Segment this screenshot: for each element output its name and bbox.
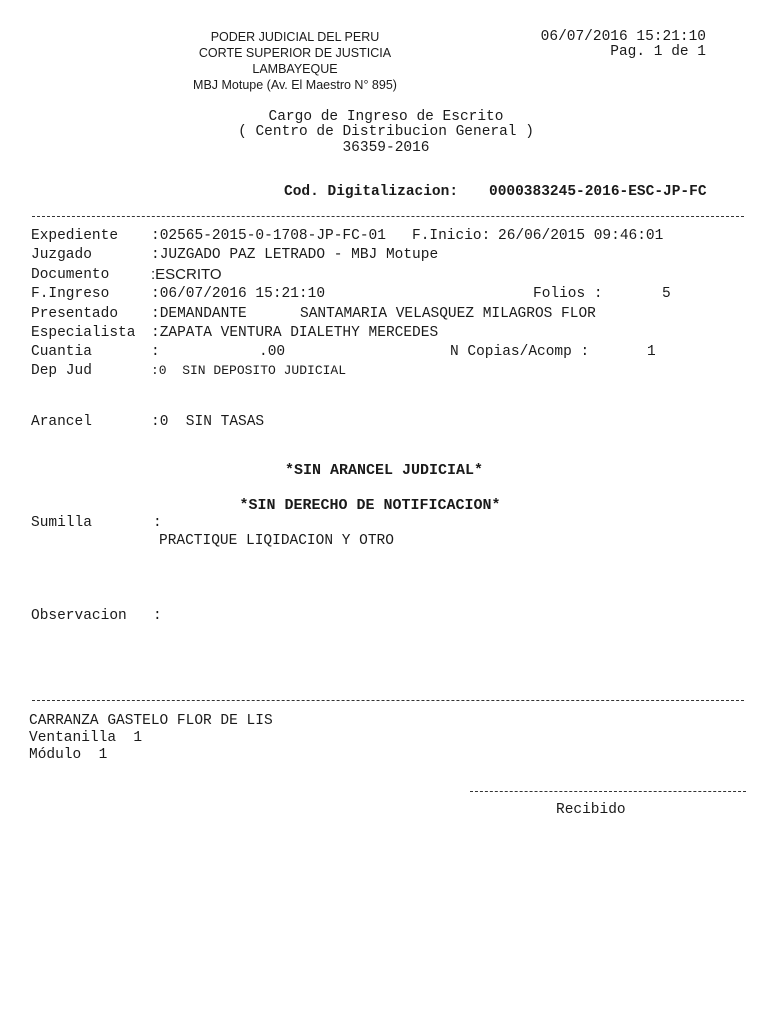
value-arancel: :0 SIN TASAS [151, 414, 265, 430]
signature-line [470, 791, 746, 792]
operator-name: CARRANZA GASTELO FLOR DE LIS [29, 713, 273, 729]
value-presentado: :DEMANDANTE [151, 306, 247, 322]
label-fingreso: F.Ingreso [31, 286, 110, 302]
notice-sin-arancel: *SIN ARANCEL JUDICIAL* [284, 462, 484, 479]
label-documento: Documento [31, 267, 110, 283]
sumilla-colon: : [153, 515, 162, 531]
digitalizacion-code: 0000383245-2016-ESC-JP-FC [489, 184, 707, 200]
value-fingreso: :06/07/2016 15:21:10 [151, 286, 326, 302]
value-juzgado: :JUZGADO PAZ LETRADO - MBJ Motupe [151, 247, 439, 263]
digitalizacion-label: Cod. Digitalizacion: [284, 184, 459, 200]
value-folios: 5 [662, 286, 671, 302]
institution-name: PODER JUDICIAL DEL PERU [210, 30, 380, 44]
observacion-colon: : [153, 608, 162, 624]
label-finicio: F.Inicio: [412, 228, 491, 244]
label-copias: N Copias/Acomp : [450, 344, 590, 360]
value-presentado-name: SANTAMARIA VELASQUEZ MILAGROS FLOR [300, 306, 596, 322]
label-folios: Folios : [533, 286, 603, 302]
value-documento: :ESCRITO [151, 266, 222, 283]
label-observacion: Observacion [31, 608, 127, 624]
value-expediente: :02565-2015-0-1708-JP-FC-01 [151, 228, 386, 244]
value-cuantia: .00 [259, 344, 286, 360]
separator-top [32, 216, 744, 217]
court-name: CORTE SUPERIOR DE JUSTICIA [198, 46, 392, 60]
print-datetime: 06/07/2016 15:21:10 [540, 29, 706, 45]
sumilla-text: PRACTIQUE LIQIDACION Y OTRO [159, 533, 394, 549]
label-expediente: Expediente [31, 228, 119, 244]
cuantia-colon: : [151, 344, 160, 360]
ventanilla: Ventanilla 1 [29, 730, 143, 746]
separator-bottom [32, 700, 744, 701]
page-number: Pag. 1 de 1 [610, 44, 706, 60]
label-especialista: Especialista [31, 325, 136, 341]
notice-sin-notificacion: *SIN DERECHO DE NOTIFICACION* [239, 497, 501, 514]
document-number: 36359-2016 [342, 140, 430, 156]
label-sumilla: Sumilla [31, 515, 92, 531]
label-juzgado: Juzgado [31, 247, 92, 263]
label-arancel: Arancel [31, 414, 92, 430]
label-presentado: Presentado [31, 306, 119, 322]
label-cuantia: Cuantia [31, 344, 92, 360]
value-especialista: :ZAPATA VENTURA DIALETHY MERCEDES [151, 325, 439, 341]
court-address: MBJ Motupe (Av. El Maestro N° 895) [193, 78, 397, 92]
court-region: LAMBAYEQUE [252, 62, 338, 76]
modulo: Módulo 1 [29, 747, 108, 763]
document-title: Cargo de Ingreso de Escrito [268, 109, 504, 125]
value-finicio: 26/06/2015 09:46:01 [498, 228, 664, 244]
value-copias: 1 [647, 344, 656, 360]
label-depjud: Dep Jud [31, 363, 92, 379]
document-subtitle: ( Centro de Distribucion General ) [238, 124, 534, 140]
value-depjud: :0 SIN DEPOSITO JUDICIAL [151, 363, 347, 378]
recibido-label: Recibido [556, 802, 626, 818]
